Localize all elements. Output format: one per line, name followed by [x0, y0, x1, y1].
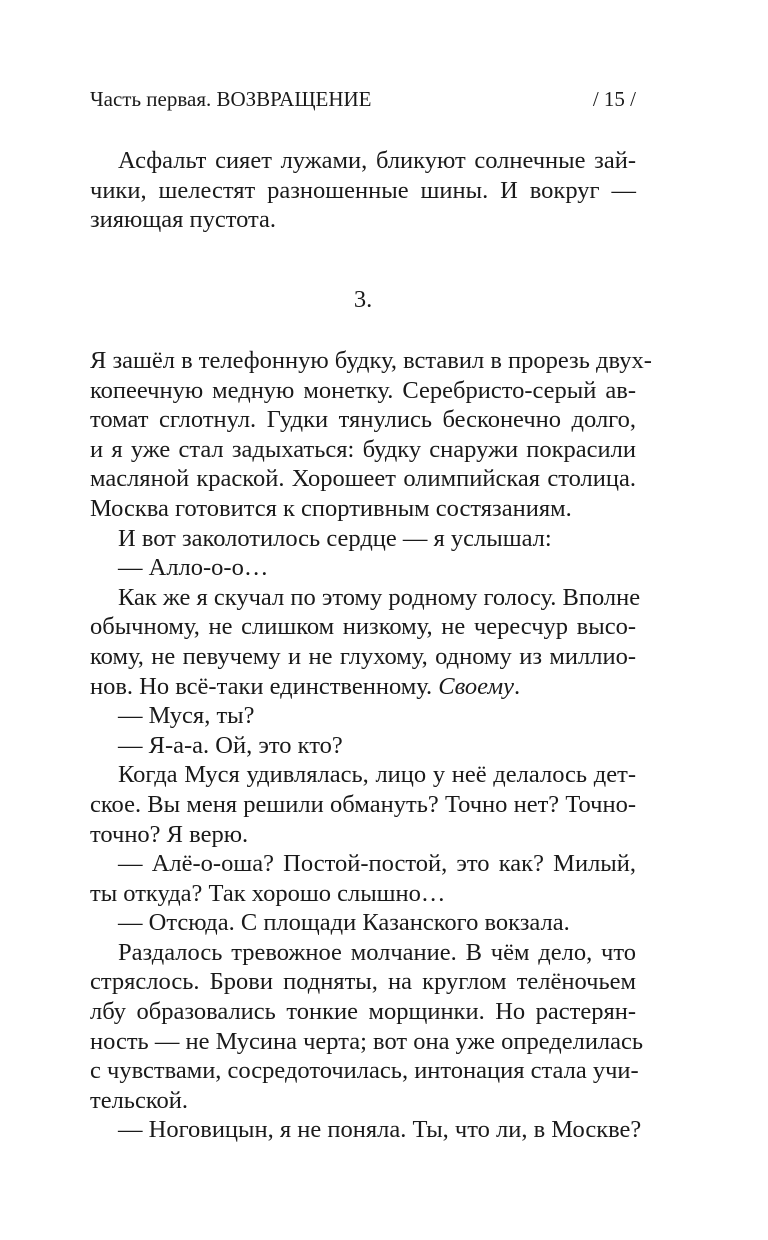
- paragraph-line: [90, 376, 636, 406]
- paragraph: [90, 146, 636, 235]
- line-text: кому, не певучему и не глухому, одному из миллио-: [90, 642, 636, 670]
- line-text: стряслось. Брови подняты, на круглом телёночьем: [90, 968, 636, 996]
- paragraph: [90, 938, 644, 1116]
- line-text: Как же я скучал по этому родному голосу. Вполне: [118, 583, 641, 611]
- paragraph: [90, 849, 636, 908]
- paragraph: [90, 701, 636, 731]
- paragraph-line: [90, 1056, 639, 1086]
- line-text: И вот заколотилось сердце — я услышал:: [118, 524, 552, 552]
- line-text: — Алё-о-оша? Постой-постой, это как? Милый,: [118, 850, 636, 878]
- line-text: копеечную медную монетку. Серебристо-серый ав-: [90, 376, 636, 404]
- line-text: и я уже стал задыхаться: будку снаружи покрасили: [90, 435, 636, 463]
- paragraph-line: [90, 612, 636, 642]
- paragraph: [90, 583, 641, 701]
- line-text: томат сглотнул. Гудки тянулись бесконечно долго,: [90, 406, 636, 434]
- line-text: с чувствами, сосредоточилась, интонация стала учи-: [90, 1057, 639, 1085]
- paragraph-line: [90, 672, 636, 702]
- paragraph-line: [90, 760, 636, 790]
- line-text: Асфальт сияет лужами, бликуют солнечные зай-: [118, 147, 636, 174]
- paragraph: [90, 553, 636, 583]
- line-text: обычному, не слишком низкому, не чересчур высо-: [90, 613, 636, 641]
- paragraph-line: [90, 1086, 636, 1116]
- paragraph-line: [90, 346, 652, 376]
- paragraph-line: [90, 524, 636, 554]
- paragraph-line: [90, 731, 636, 761]
- paragraph-line: [90, 849, 636, 879]
- paragraph: [90, 760, 636, 849]
- line-text: масляной краской. Хорошеет олимпийская столица.: [90, 465, 636, 493]
- line-text: — Муся, ты?: [118, 702, 255, 730]
- paragraph-line: [90, 583, 641, 613]
- line-text: точно? Я верю.: [90, 820, 249, 848]
- line-text: ность — не Мусина черта; вот она уже определилась: [90, 1027, 644, 1055]
- line-text: чики, шелестят разношенные шины. И вокруг —: [90, 176, 636, 204]
- paragraph: [90, 908, 636, 938]
- paragraph-line: [90, 405, 636, 435]
- paragraph-line: [90, 1115, 642, 1145]
- text-block-before-chapter: [90, 146, 636, 235]
- chapter-part-title: Часть первая. ВОЗВРАЩЕНИЕ: [90, 87, 372, 111]
- paragraph-line: [90, 553, 636, 583]
- page-number: / 15 /: [592, 87, 636, 111]
- line-text: — Отсюда. С площади Казанского вокзала.: [118, 909, 570, 937]
- paragraph-line: [90, 642, 636, 672]
- paragraph-line: [90, 176, 636, 206]
- text-block-chapter-3: [90, 346, 652, 1145]
- line-text: Я зашёл в телефонную будку, вставил в прорезь двух-: [90, 347, 652, 374]
- line-text: тельской.: [90, 1086, 188, 1114]
- line-text: Москва готовится к спортивным состязаниям.: [90, 494, 572, 522]
- line-text: Когда Муся удивлялась, лицо у неё делалось дет-: [118, 761, 636, 789]
- paragraph: [90, 346, 652, 524]
- paragraph-line: [90, 967, 636, 997]
- line-text: — Я-а-а. Ой, это кто?: [118, 731, 343, 759]
- running-header: [90, 82, 636, 116]
- paragraph-line: [90, 938, 636, 968]
- chapter-number: 3.: [353, 286, 373, 313]
- line-text: — Алло-о-о…: [118, 554, 269, 582]
- paragraph: [90, 524, 636, 554]
- paragraph-line: [90, 464, 636, 494]
- paragraph-line: [90, 820, 636, 850]
- paragraph: [90, 1115, 642, 1145]
- paragraph-line: [90, 1027, 644, 1057]
- paragraph-line: [90, 205, 636, 235]
- emphasized-word: Своему: [438, 672, 514, 700]
- line-tail: .: [513, 672, 521, 700]
- paragraph-line: [90, 790, 636, 820]
- line-text: нов. Но всё-таки единственному.: [90, 672, 439, 700]
- paragraph-line: [90, 997, 636, 1027]
- paragraph-line: [90, 701, 636, 731]
- paragraph-line: [90, 494, 636, 524]
- paragraph-line: [90, 908, 636, 938]
- paragraph-line: [90, 435, 636, 465]
- line-text: лбу образовались тонкие морщинки. Но растерян-: [90, 998, 636, 1026]
- line-text: — Ноговицын, я не поняла. Ты, что ли, в Москве?: [118, 1116, 642, 1144]
- paragraph-line: [90, 146, 636, 176]
- line-text: зияющая пустота.: [90, 206, 277, 234]
- line-text: ское. Вы меня решили обмануть? Точно нет? Точно-: [90, 790, 636, 818]
- line-text: Раздалось тревожное молчание. В чём дело, что: [118, 938, 636, 966]
- paragraph-line: [90, 879, 636, 909]
- paragraph: [90, 731, 636, 761]
- line-text: ты откуда? Так хорошо слышно…: [90, 879, 446, 907]
